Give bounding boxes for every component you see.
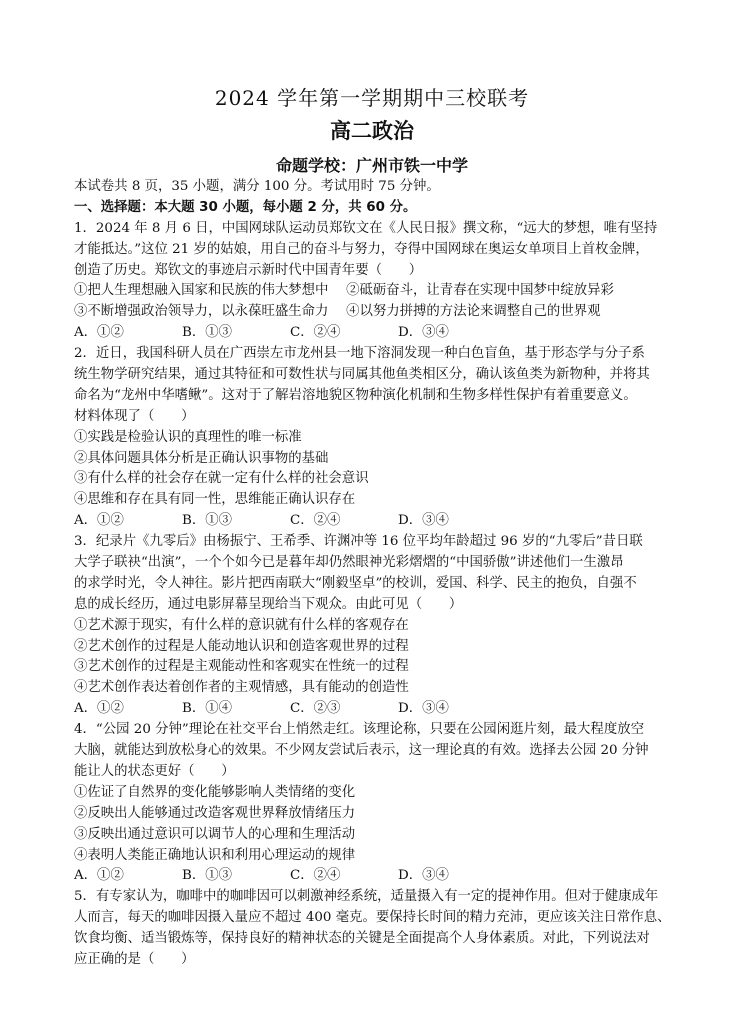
answer-option: A．①②	[74, 701, 124, 717]
statement-item: ④表明人类能正确地认识和利用心理运动的规律	[74, 847, 356, 863]
section-heading: 一、选择题：本大题 30 小题，每小题 2 分，共 60 分。	[74, 199, 417, 215]
subject-title: 高二政治	[330, 119, 414, 143]
question-stem-line: 1．2024 年 8 月 6 日，中国网球队运动员郑钦文在《人民日报》撰文称，“远大的梦想，唯有坚持	[74, 220, 658, 236]
answer-option: C．②④	[290, 513, 341, 529]
answer-option: C．②④	[290, 868, 341, 884]
answer-options	[74, 511, 686, 532]
question-1	[74, 219, 686, 344]
question-stem-line: 3．纪录片《九零后》由杨振宁、王希季、许渊冲等 16 位平均年龄超过 96 岁的“九零后”昔日联	[74, 534, 643, 550]
answer-option: D．③④	[398, 513, 449, 529]
answer-option: C．②③	[290, 701, 341, 717]
statement-item: ①艺术源于现实，有什么样的意识就有什么样的客观存在	[74, 617, 409, 633]
school-line: 命题学校：广州市铁一中学	[275, 156, 468, 175]
exam-body	[74, 177, 686, 971]
statement-item: ④艺术创作表达着创作者的主观情感，具有能动的创造性	[74, 680, 409, 696]
question-stem-line: 的求学时光，令人神往。影片把西南联大“刚毅坚卓”的校训，爱国、科学、民主的抱负，自强不	[74, 575, 637, 591]
statement-item: ②反映出人能够通过改造客观世界释放情绪压力	[74, 805, 356, 821]
statement-item: ③艺术创作的过程是主观能动性和客观实在性统一的过程	[74, 659, 409, 675]
answer-option: A．①②	[74, 325, 124, 341]
question-2	[74, 344, 686, 532]
question-stem-line: 人而言，每天的咖啡因摄入量应不超过 400 毫克。要保持长时间的精力充沛，更应该关注日常作息、	[74, 910, 671, 926]
question-stem-line: 材料体现了（ ）	[74, 408, 195, 424]
answer-options	[74, 699, 686, 720]
question-4	[74, 720, 686, 887]
answer-option: A．①②	[74, 513, 124, 529]
answer-options	[74, 323, 686, 344]
question-stem-line: 创造了历史。郑钦文的事迹启示新时代中国青年要（ ）	[74, 262, 423, 278]
statement-item: ①佐证了自然界的变化能够影响人类情绪的变化	[74, 784, 356, 800]
answer-option: D．③④	[398, 325, 449, 341]
question-list	[74, 219, 686, 971]
question-stem-line: 5．有专家认为，咖啡中的咖啡因可以刺激神经系统，适量摄入有一定的提神作用。但对于健康成年	[74, 889, 659, 905]
question-stem-line: 2．近日，我国科研人员在广西崇左市龙州县一地下溶洞发现一种白色盲鱼，基于形态学与分子系	[74, 346, 645, 362]
statement-item: ①实践是检验认识的真理性的唯一标准	[74, 429, 302, 445]
question-stem-line: 统生物学研究结果，通过其特征和可数性状与同属其他鱼类相区分，确认该鱼类为新物种，并将其	[74, 367, 650, 383]
question-stem-line: 应正确的是（ ）	[74, 951, 195, 967]
exam-title: 2024 学年第一学期期中三校联考	[214, 86, 530, 110]
statement-item: ①把人生理想融入国家和民族的伟大梦想中 ②砥砺奋斗，让青春在实现中国梦中绽放异彩	[74, 283, 614, 299]
statement-item: ③反映出通过意识可以调节人的心理和生理活动	[74, 826, 356, 842]
question-stem-line: 大脑，就能达到放松身心的效果。不少网友尝试后表示，这一理论真的有效。选择去公园 20 分钟	[74, 743, 649, 759]
question-5	[74, 887, 686, 971]
answer-option: C．②④	[290, 325, 341, 341]
question-stem-line: 命名为“龙州中华嗜鳅”。这对于了解岩溶地貌区物种演化机制和生物多样性保护有着重要意义。	[74, 387, 637, 403]
question-stem-line: 饮食均衡、适当锻炼等，保持良好的精神状态的关键是全面提高个人身体素质。对此，下列说法对	[74, 931, 650, 947]
answer-option: D．③④	[398, 701, 449, 717]
intro-text: 本试卷共 8 页，35 小题，满分 100 分。考试用时 75 分钟。	[74, 179, 440, 194]
question-3	[74, 532, 686, 720]
answer-options	[74, 866, 686, 887]
question-stem-line: 才能抵达。”这位 21 岁的姑娘，用自己的奋斗与努力，夺得中国网球在奥运女单项目上首枚金牌，	[74, 241, 649, 257]
answer-option: B．①④	[182, 701, 233, 717]
question-stem-line: 息的成长经历，通过电影屏幕呈现给当下观众。由此可见（ ）	[74, 596, 463, 612]
statement-item: ②具体问题具体分析是正确认识事物的基础	[74, 450, 329, 466]
answer-option: D．③④	[398, 868, 449, 884]
answer-option: B．①③	[182, 325, 233, 341]
answer-option: B．①③	[182, 513, 233, 529]
statement-item: ②艺术创作的过程是人能动地认识和创造客观世界的过程	[74, 638, 409, 654]
answer-option: B．①③	[182, 868, 233, 884]
answer-option: A．①②	[74, 868, 124, 884]
statement-item: ④思维和存在具有同一性，思维能正确认识存在	[74, 492, 356, 508]
question-stem-line: 4．“公园 20 分钟”理论在社交平台上悄然走红。该理论称，只要在公园闲逛片刻，最大程度放空	[74, 722, 644, 738]
statement-item: ③不断增强政治领导力，以永葆旺盛生命力 ④以努力拼搏的方法论来调整自己的世界观	[74, 304, 601, 320]
question-stem-line: 大学子联袂“出演”，一个个如今已是暮年却仍然眼神光彩熠熠的“中国骄傲”讲述他们一生激昂	[74, 555, 624, 571]
statement-item: ③有什么样的社会存在就一定有什么样的社会意识	[74, 471, 369, 487]
question-stem-line: 能让人的状态更好（ ）	[74, 763, 235, 779]
